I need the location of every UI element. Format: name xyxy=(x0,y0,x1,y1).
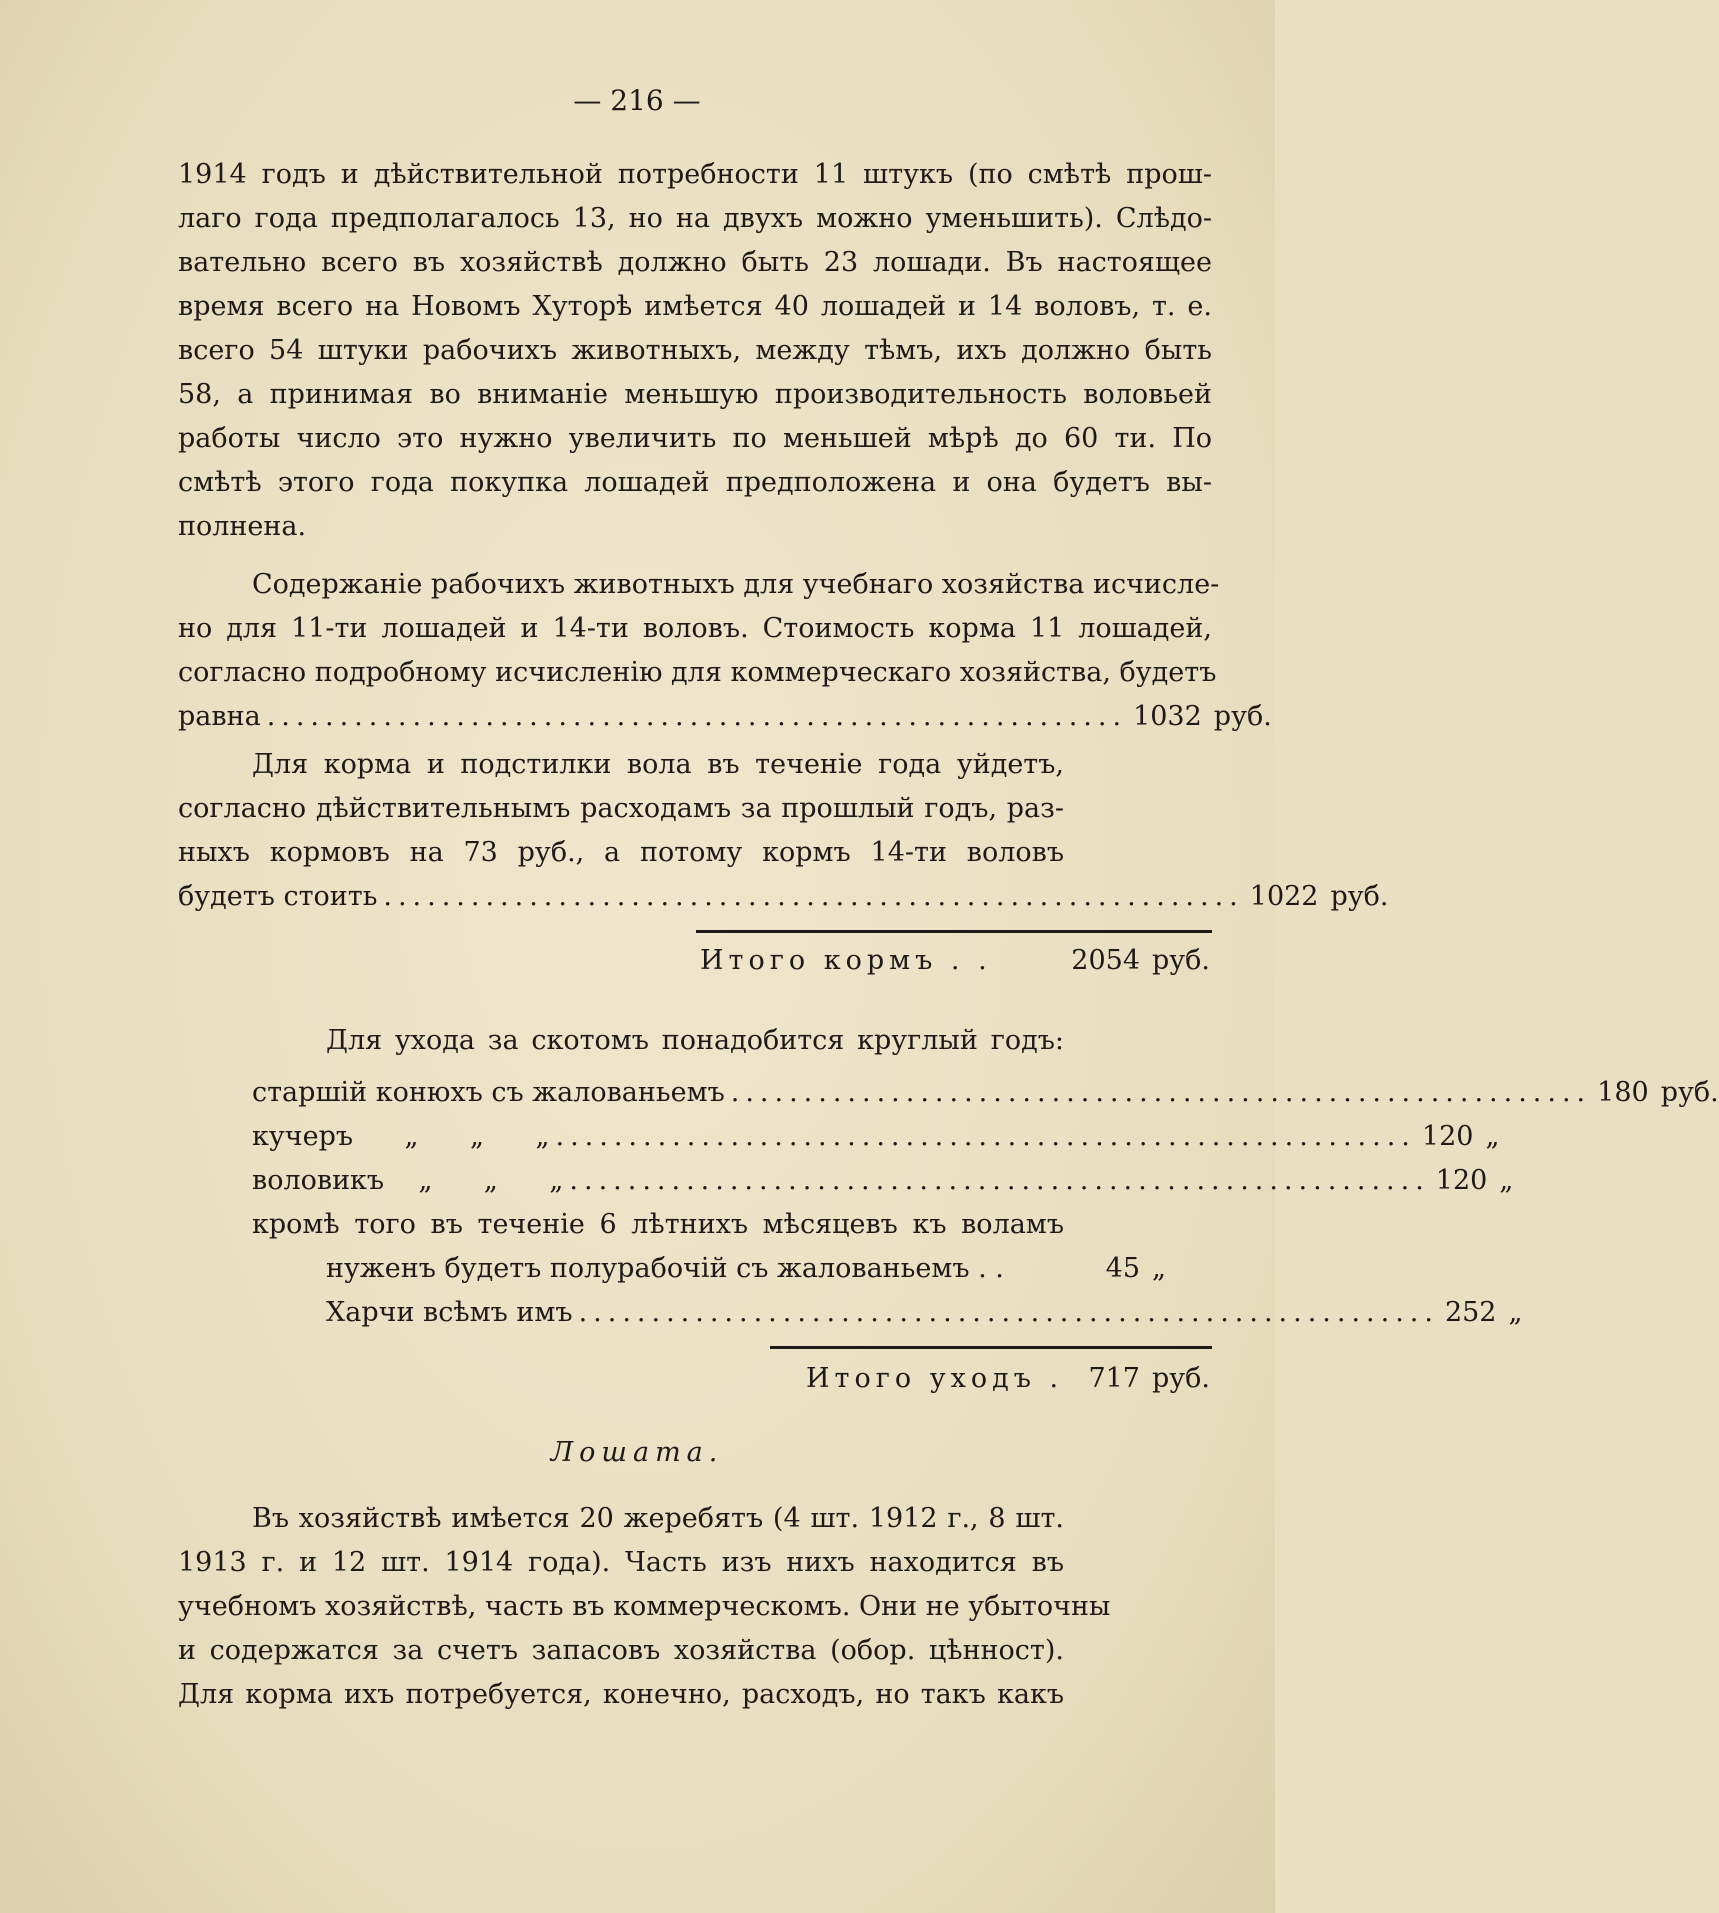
care-intro: Для ухода за скотомъ понадобится круглый годъ: xyxy=(326,1025,1064,1056)
care-item-unit: „ xyxy=(1485,1121,1500,1152)
care-food-unit: „ xyxy=(1508,1297,1523,1328)
care-extra-row xyxy=(326,1252,1212,1286)
leader-dots: ........................................................... xyxy=(555,1121,1416,1152)
care-item-unit: „ xyxy=(1499,1165,1514,1196)
page-number: — 216 — xyxy=(573,84,701,117)
care-food-row xyxy=(326,1296,1523,1330)
paragraph1-line: смѣтѣ этого года покупка лошадей предположена и она будетъ вы- xyxy=(178,467,1212,498)
total-feed-unit: руб. xyxy=(1152,945,1211,976)
feed-oxen-unit: руб. xyxy=(1330,881,1389,912)
paragraph4-line: 1913 г. и 12 шт. 1914 года). Часть изъ нихъ находится въ xyxy=(178,1547,1064,1578)
feed-horses-label: равна xyxy=(178,701,261,732)
care-item-label: старшій конюхъ съ жалованьемъ xyxy=(252,1077,725,1108)
care-item-amount: 120 xyxy=(1421,1121,1474,1152)
feed-horses-row xyxy=(178,700,1272,734)
paragraph1-line: лаго года предполагалось 13, но на двухъ можно уменьшить). Слѣдо- xyxy=(178,203,1212,234)
feed-oxen-label: будетъ стоить xyxy=(178,881,378,912)
care-item-row xyxy=(252,1164,1514,1198)
paragraph1-line: вательно всего въ хозяйствѣ должно быть 23 лошади. Въ настоящее xyxy=(178,247,1212,278)
care-item-row xyxy=(252,1120,1500,1154)
paragraph3-line: согласно дѣйствительнымъ расходамъ за прошлый годъ, раз- xyxy=(178,793,1064,824)
care-item-row xyxy=(252,1076,1719,1110)
care-food-amount: 252 xyxy=(1444,1297,1497,1328)
feed-horses-amount: 1032 xyxy=(1133,701,1202,732)
care-food-label: Харчи всѣмъ имъ xyxy=(326,1297,573,1328)
total-care-amount: 717 xyxy=(1088,1363,1140,1394)
paragraph4-line: и содержатся за счетъ запасовъ хозяйства (обор. цѣнност). xyxy=(178,1635,1064,1666)
section-heading: Лошата. xyxy=(550,1437,724,1468)
paragraph2-line: согласно подробному исчисленію для коммерческаго хозяйства, будетъ xyxy=(178,657,1217,688)
total-care-row xyxy=(806,1362,1212,1396)
total-care-label: Итого уходъ . xyxy=(806,1363,1064,1394)
care-extra-label: нуженъ будетъ полурабочій съ жалованьемъ . . xyxy=(326,1253,1004,1284)
paragraph1-line: 1914 годъ и дѣйствительной потребности 11 штукъ (по смѣтѣ прош- xyxy=(178,159,1212,190)
care-item-label: кучеръ „ „ „ xyxy=(252,1121,550,1152)
paragraph4-line: Для корма ихъ потребуется, конечно, расходъ, но такъ какъ xyxy=(178,1679,1064,1710)
care-extra-amount: 45 xyxy=(1105,1253,1140,1284)
paragraph2-line: Содержаніе рабочихъ животныхъ для учебнаго хозяйства исчисле- xyxy=(252,569,1220,600)
paragraph4-line: Въ хозяйствѣ имѣется 20 жеребятъ (4 шт. 1912 г., 8 шт. xyxy=(252,1503,1064,1534)
leader-dots: ........................................................... xyxy=(569,1165,1430,1196)
paragraph3-line: ныхъ кормовъ на 73 руб., а потому кормъ 14-ти воловъ xyxy=(178,837,1064,868)
total-feed-label: Итого кормъ . . xyxy=(700,945,992,976)
total-care-rule xyxy=(770,1346,1212,1349)
paragraph1-line: время всего на Новомъ Хуторѣ имѣется 40 лошадей и 14 воловъ, т. е. xyxy=(178,291,1212,322)
care-item-amount: 120 xyxy=(1435,1165,1488,1196)
leader-dots: ........................................................... xyxy=(383,881,1244,912)
care-item-unit: руб. xyxy=(1660,1077,1719,1108)
feed-oxen-row xyxy=(178,880,1389,914)
care-extra-unit: „ xyxy=(1152,1253,1166,1284)
total-care-unit: руб. xyxy=(1152,1363,1211,1394)
feed-oxen-amount: 1022 xyxy=(1249,881,1319,912)
leader-dots: ........................................................... xyxy=(730,1077,1592,1108)
total-feed-row xyxy=(700,944,1212,978)
leader-dots: ........................................................... xyxy=(578,1297,1439,1328)
leader-dots: ........................................................... xyxy=(266,701,1128,732)
paragraph3-line: Для корма и подстилки вола въ теченіе года уйдетъ, xyxy=(252,749,1064,780)
paragraph1-line: 58, а принимая во вниманіе меньшую производительность воловьей xyxy=(178,379,1212,410)
total-feed-amount: 2054 xyxy=(1071,945,1140,976)
paragraph1-line: работы число это нужно увеличить по меньшей мѣрѣ до 60 ти. По xyxy=(178,423,1212,454)
care-item-label: воловикъ „ „ „ xyxy=(252,1165,564,1196)
paragraph2-line: но для 11-ти лошадей и 14-ти воловъ. Стоимость корма 11 лошадей, xyxy=(178,613,1212,644)
paragraph4-line: учебномъ хозяйствѣ, часть въ коммерческомъ. Они не убыточны xyxy=(178,1591,1111,1622)
care-extra-line: кромѣ того въ теченіе 6 лѣтнихъ мѣсяцевъ къ воламъ xyxy=(252,1209,1064,1240)
care-item-amount: 180 xyxy=(1597,1077,1649,1108)
total-feed-rule xyxy=(696,930,1212,933)
feed-horses-unit: руб. xyxy=(1213,701,1272,732)
paragraph1-last-line: полнена. xyxy=(178,511,307,542)
paragraph1-line: всего 54 штуки рабочихъ животныхъ, между тѣмъ, ихъ должно быть xyxy=(178,335,1212,366)
